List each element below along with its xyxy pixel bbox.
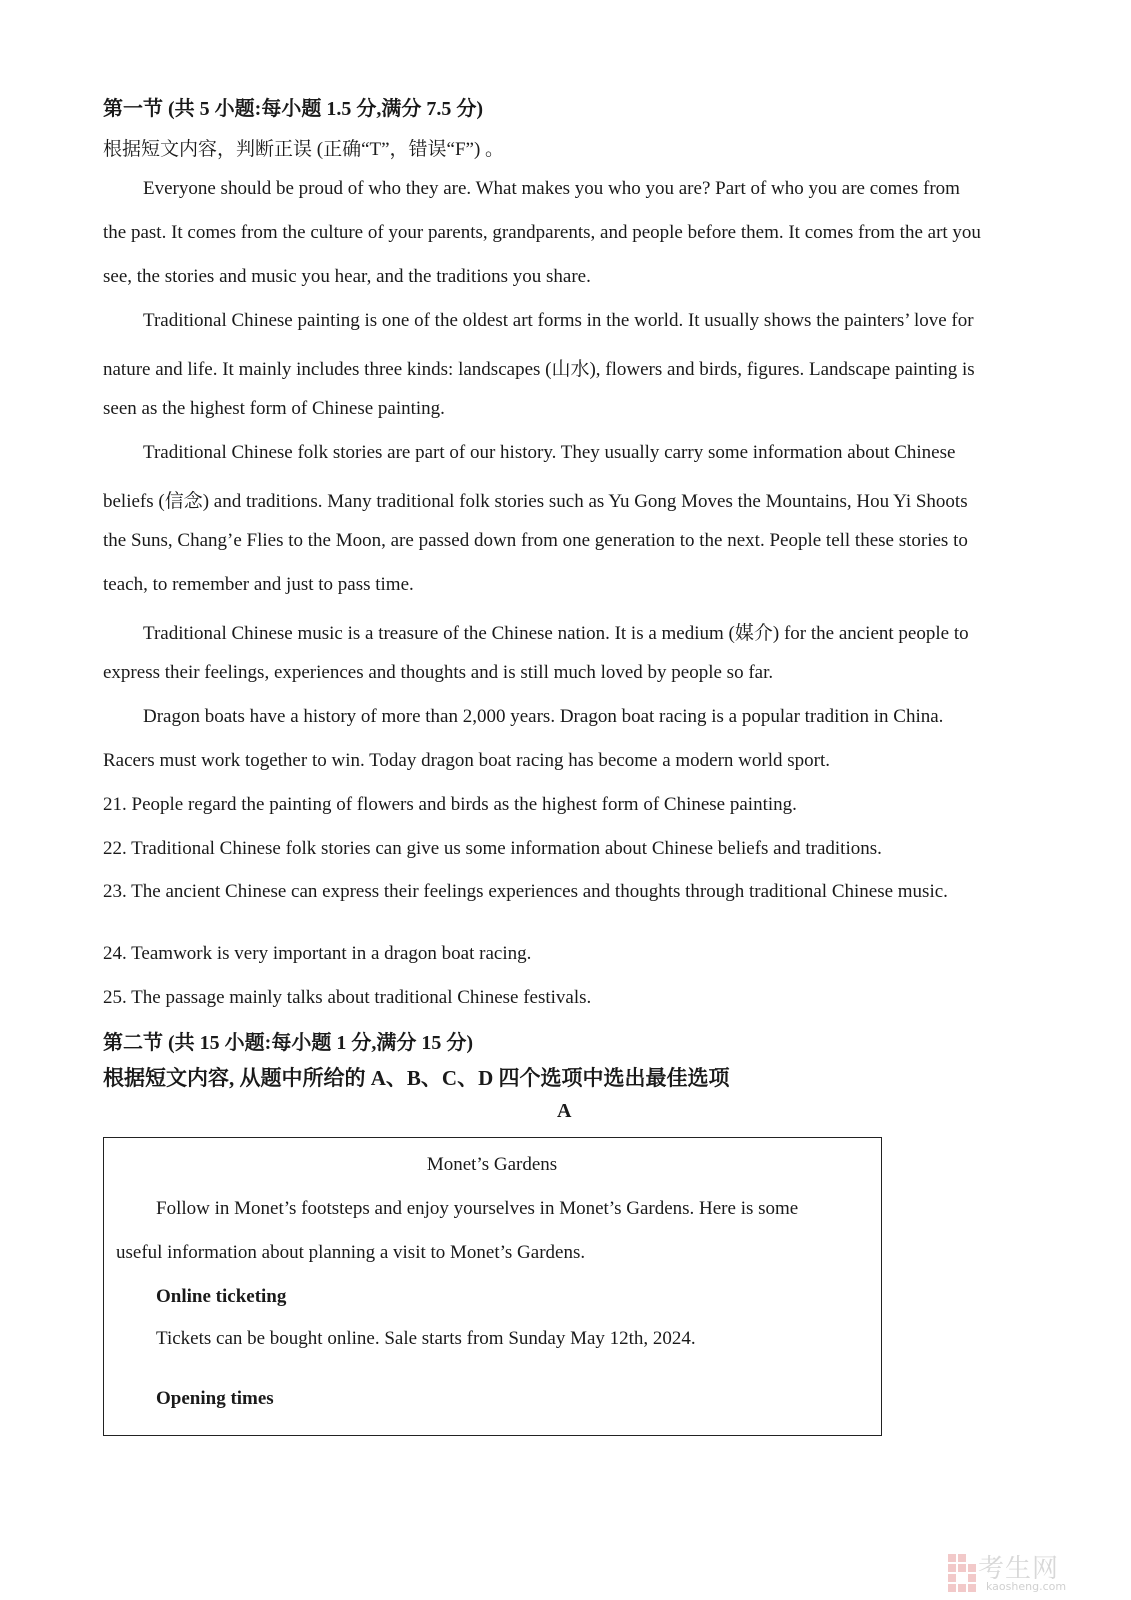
watermark-logo	[948, 1548, 1118, 1596]
online-ticketing-text: Tickets can be bought online. Sale starts from Sunday May 12th, 2024.	[156, 1328, 696, 1349]
passage-line: beliefs (信念) and traditions. Many traditional folk stories such as Yu Gong Moves the Mountains, Hou Yi Shoots	[103, 491, 968, 512]
box-intro-line: Follow in Monet’s footsteps and enjoy yourselves in Monet’s Gardens. Here is some	[156, 1198, 799, 1219]
online-ticketing-heading: Online ticketing	[156, 1286, 287, 1307]
reading-box	[103, 1137, 882, 1436]
section2-instruction: 根据短文内容, 从题中所给的 A、B、C、D 四个选项中选出最佳选项	[103, 1066, 730, 1090]
watermark-url: kaosheng.com	[986, 1580, 1067, 1593]
section2-title: 第二节 (共 15 小题:每小题 1 分,满分 15 分)	[103, 1032, 473, 1054]
passage-line: see, the stories and music you hear, and the traditions you share.	[103, 266, 591, 287]
question-22: 22. Traditional Chinese folk stories can give us some information about Chinese beliefs and traditions.	[103, 838, 882, 859]
part-label: A	[557, 1100, 572, 1122]
passage-line: Racers must work together to win. Today dragon boat racing has become a modern world sport.	[103, 750, 830, 771]
passage-line: seen as the highest form of Chinese painting.	[103, 398, 445, 419]
box-title: Monet’s Gardens	[426, 1154, 558, 1175]
passage-line: nature and life. It mainly includes three kinds: landscapes (山水), flowers and birds, figures. Landscape painting is	[103, 359, 975, 380]
section1-title: 第一节 (共 5 小题:每小题 1.5 分,满分 7.5 分)	[103, 98, 483, 120]
passage-line: the Suns, Chang’e Flies to the Moon, are passed down from one generation to the next. People tell these stories to	[103, 530, 968, 551]
question-21: 21. People regard the painting of flowers and birds as the highest form of Chinese painting.	[103, 794, 797, 815]
box-intro-line: useful information about planning a visit to Monet’s Gardens.	[116, 1242, 586, 1263]
opening-times-heading: Opening times	[156, 1388, 274, 1409]
watermark-text: 考生网	[978, 1554, 1060, 1584]
passage-line: Traditional Chinese folk stories are part of our history. They usually carry some information about Chinese	[143, 442, 956, 463]
passage-line: teach, to remember and just to pass time.	[103, 574, 414, 595]
passage-line: express their feelings, experiences and thoughts and is still much loved by people so far.	[103, 662, 774, 683]
passage-line: Traditional Chinese music is a treasure of the Chinese nation. It is a medium (媒介) for the ancient people to	[143, 623, 969, 644]
question-24: 24. Teamwork is very important in a dragon boat racing.	[103, 943, 532, 964]
passage-line: Traditional Chinese painting is one of the oldest art forms in the world. It usually shows the painters’ love for	[143, 310, 974, 331]
passage-line: Dragon boats have a history of more than 2,000 years. Dragon boat racing is a popular tradition in China.	[143, 706, 944, 727]
passage-line: the past. It comes from the culture of your parents, grandparents, and people before them. It comes from the art you	[103, 222, 981, 243]
passage-line: Everyone should be proud of who they are. What makes you who you are? Part of who you are comes from	[143, 178, 960, 199]
question-25: 25. The passage mainly talks about traditional Chinese festivals.	[103, 987, 592, 1008]
section1-instruction: 根据短文内容，判断正误 (正确“T”，错误“F”) 。	[103, 139, 505, 160]
question-23: 23. The ancient Chinese can express their feelings experiences and thoughts through traditional Chinese music.	[103, 881, 948, 902]
